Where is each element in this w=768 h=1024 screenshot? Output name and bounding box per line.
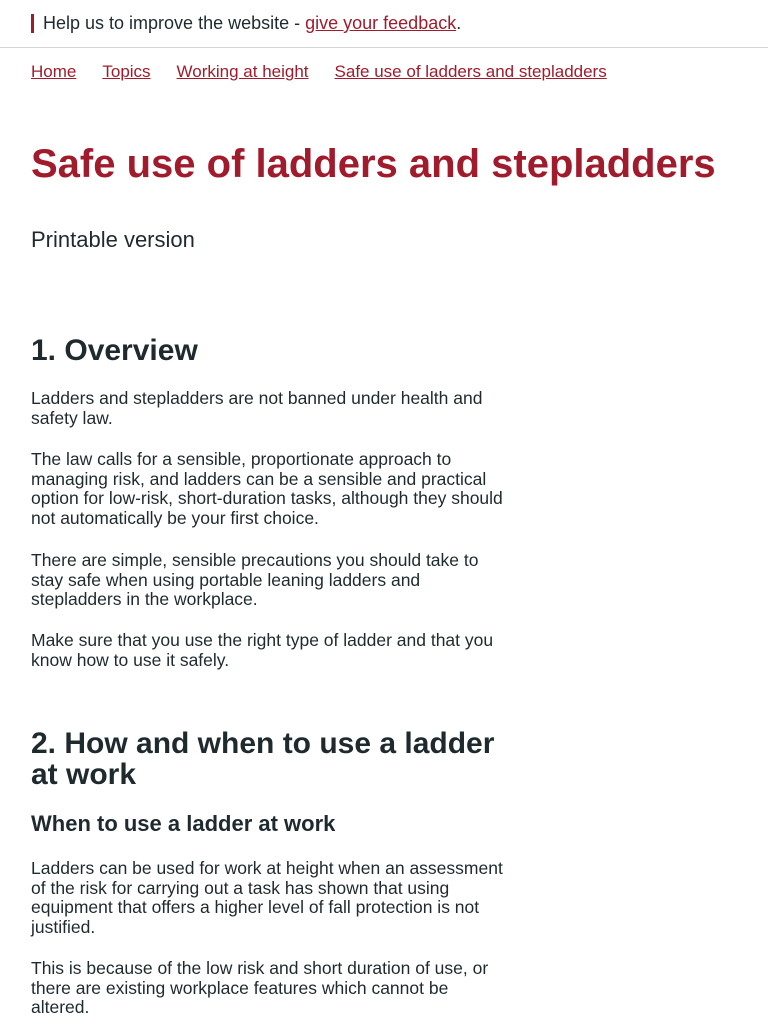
feedback-text <box>43 12 461 34</box>
printable-version-link[interactable]: Printable version <box>31 227 195 252</box>
section-heading-how-and-when: 2. How and when to use a ladder at work <box>31 727 495 791</box>
paragraph: Make sure that you use the right type of ladder and that you know how to use it safely. <box>31 630 494 670</box>
feedback-suffix: . <box>456 13 462 33</box>
page-title: Safe use of ladders and stepladders <box>31 142 716 186</box>
breadcrumb-safe-use-ladders[interactable]: Safe use of ladders and stepladders <box>334 62 607 81</box>
breadcrumb-topics[interactable]: Topics <box>102 62 151 81</box>
feedback-accent-bar <box>31 14 34 33</box>
paragraph: Ladders can be used for work at height when an assessment of the risk for carrying out a task has shown that using equipment that offers a higher level of fall protection is not justified. <box>31 858 503 937</box>
paragraph: Ladders and stepladders are not banned under health and safety law. <box>31 388 483 428</box>
feedback-banner <box>0 0 768 48</box>
breadcrumb-working-at-height[interactable]: Working at height <box>176 62 309 81</box>
paragraph: There are simple, sensible precautions you should take to stay safe when using portable leaning ladders and stepladders in the workplace. <box>31 550 479 610</box>
paragraph: The law calls for a sensible, proportionate approach to managing risk, and ladders can be a sensible and practical option for low-risk, short-duration tasks, although they should not automatically be your first choice. <box>31 449 503 528</box>
feedback-prefix: Help us to improve the website - <box>43 13 306 33</box>
subheading-when-to-use: When to use a ladder at work <box>31 811 336 836</box>
breadcrumb <box>31 61 633 83</box>
breadcrumb-home[interactable]: Home <box>31 62 77 81</box>
feedback-link[interactable]: give your feedback <box>305 13 457 33</box>
paragraph: This is because of the low risk and short duration of use, or there are existing workplace features which cannot be altered. <box>31 958 489 1018</box>
section-heading-overview: 1. Overview <box>31 334 198 367</box>
